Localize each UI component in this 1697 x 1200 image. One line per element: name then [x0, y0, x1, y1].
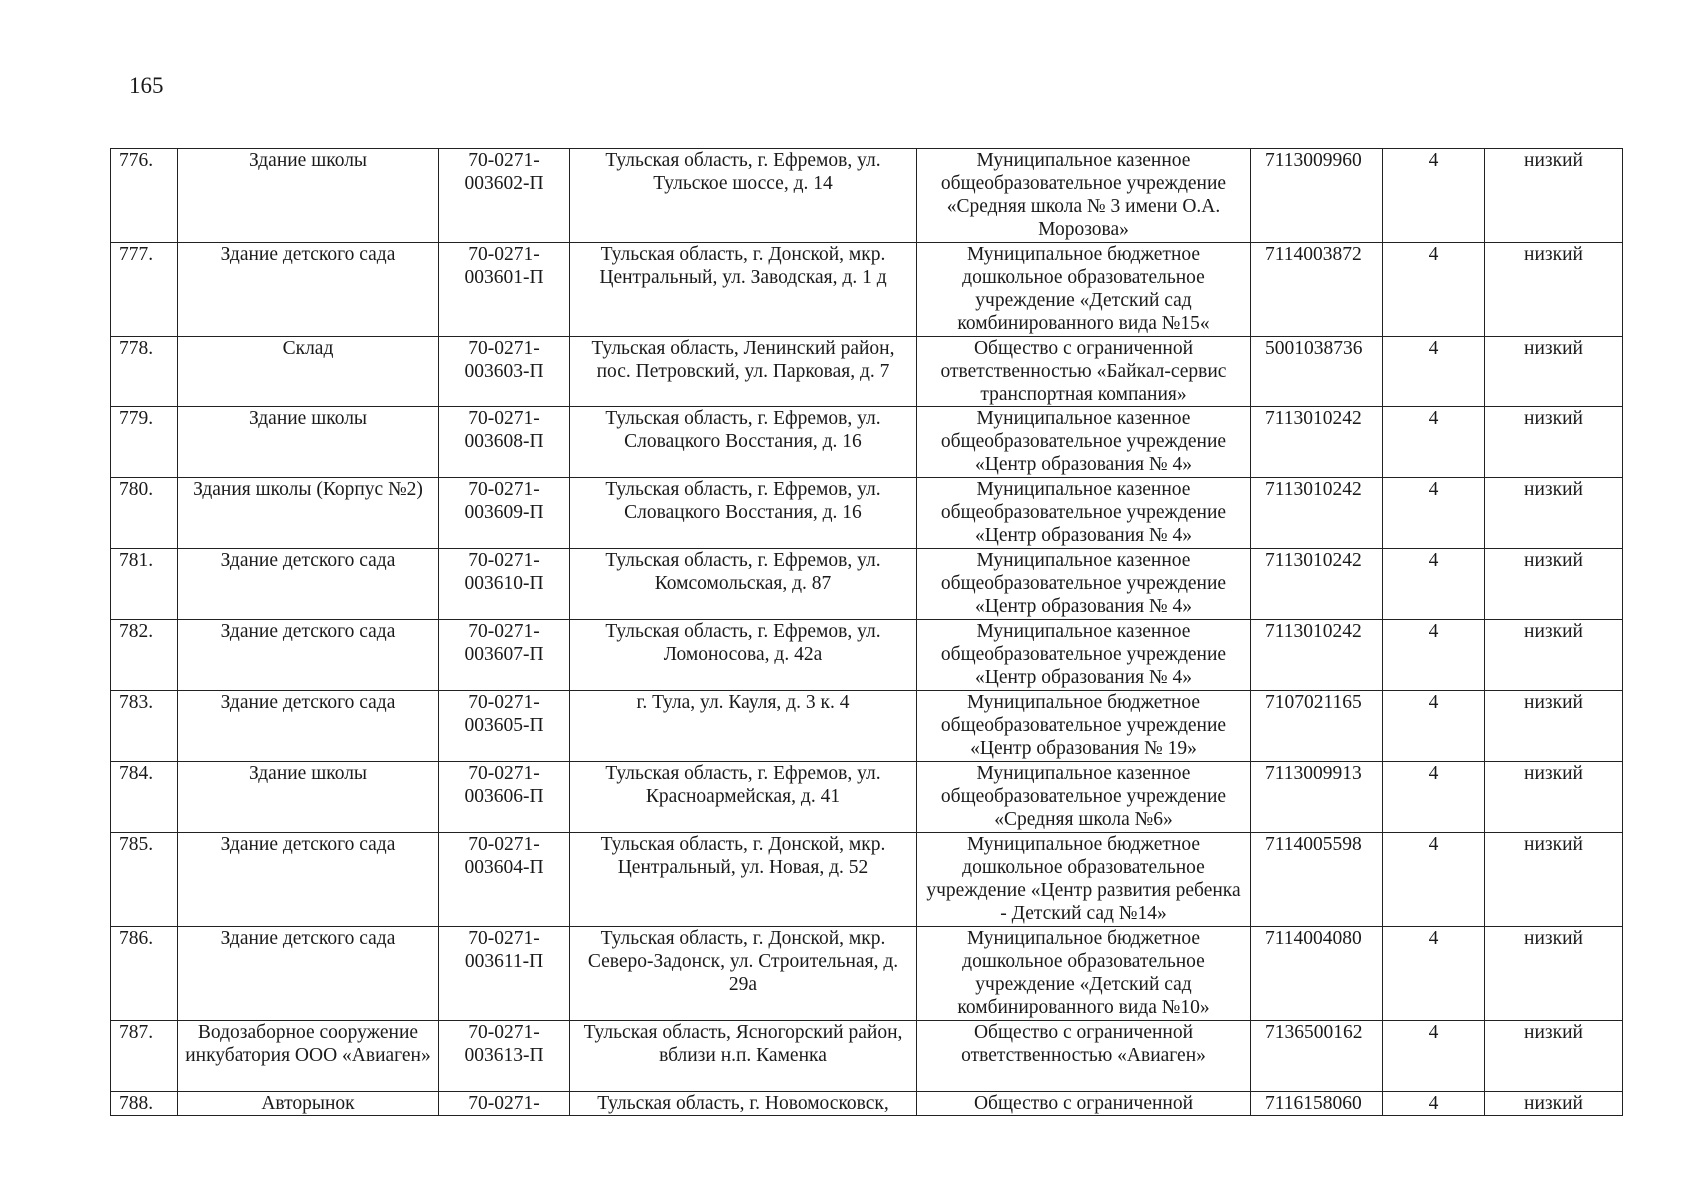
risk-category: 4 [1383, 1092, 1485, 1116]
risk-category: 4 [1383, 620, 1485, 691]
object-address: Тульская область, Ясногорский район, вблизи н.п. Каменка [570, 1021, 917, 1092]
registry-code: 70-0271- 003613-П [439, 1021, 570, 1092]
object-name: Здания школы (Корпус №2) [178, 478, 439, 549]
row-number: 785. [111, 833, 178, 927]
row-number: 784. [111, 762, 178, 833]
risk-category: 4 [1383, 549, 1485, 620]
risk-level: низкий [1485, 407, 1623, 478]
registry-code: 70-0271- 003604-П [439, 833, 570, 927]
organization-name: Муниципальное казенное общеобразовательное учреждение «Центр образования № 4» [917, 407, 1251, 478]
risk-category: 4 [1383, 337, 1485, 407]
page-number: 165 [129, 73, 164, 98]
organization-name: Муниципальное бюджетное общеобразовательное учреждение «Центр образования № 19» [917, 691, 1251, 762]
object-address: Тульская область, г. Донской, мкр. Центральный, ул. Заводская, д. 1 д [570, 243, 917, 337]
object-address: Тульская область, г. Ефремов, ул. Словацкого Восстания, д. 16 [570, 407, 917, 478]
risk-category: 4 [1383, 478, 1485, 549]
table-row [111, 927, 1623, 1021]
row-number: 787. [111, 1021, 178, 1092]
row-number: 780. [111, 478, 178, 549]
table-row [111, 1092, 1623, 1116]
object-name: Здание детского сада [178, 927, 439, 1021]
inn-number: 7116158060 [1251, 1092, 1383, 1116]
object-name: Здание детского сада [178, 549, 439, 620]
organization-name: Муниципальное бюджетное дошкольное образовательное учреждение «Детский сад комбинированного вида №10» [917, 927, 1251, 1021]
object-address: Тульская область, г. Ефремов, ул. Тульское шоссе, д. 14 [570, 149, 917, 243]
inn-number: 7136500162 [1251, 1021, 1383, 1092]
organization-name: Общество с ограниченной ответственностью «Байкал-сервис транспортная компания» [917, 337, 1251, 407]
registry-code: 70-0271- 003603-П [439, 337, 570, 407]
object-address: Тульская область, г. Ефремов, ул. Словацкого Восстания, д. 16 [570, 478, 917, 549]
risk-category: 4 [1383, 762, 1485, 833]
object-address: Тульская область, г. Ефремов, ул. Ломоносова, д. 42а [570, 620, 917, 691]
inn-number: 7113009960 [1251, 149, 1383, 243]
object-name: Склад [178, 337, 439, 407]
object-address: Тульская область, г. Донской, мкр. Северо-Задонск, ул. Строительная, д. 29а [570, 927, 917, 1021]
object-address: Тульская область, г. Ефремов, ул. Комсомольская, д. 87 [570, 549, 917, 620]
object-address: Тульская область, г. Ефремов, ул. Красноармейская, д. 41 [570, 762, 917, 833]
registry-code: 70-0271- 003611-П [439, 927, 570, 1021]
object-name: Здание школы [178, 407, 439, 478]
row-number: 776. [111, 149, 178, 243]
risk-category: 4 [1383, 243, 1485, 337]
inn-number: 7113010242 [1251, 549, 1383, 620]
risk-category: 4 [1383, 407, 1485, 478]
object-address: Тульская область, г. Новомосковск, [570, 1092, 917, 1116]
organization-name: Муниципальное казенное общеобразовательное учреждение «Центр образования № 4» [917, 549, 1251, 620]
risk-category: 4 [1383, 927, 1485, 1021]
risk-level: низкий [1485, 620, 1623, 691]
object-name: Здание детского сада [178, 833, 439, 927]
inn-number: 7114004080 [1251, 927, 1383, 1021]
row-number: 783. [111, 691, 178, 762]
organization-name: Муниципальное бюджетное дошкольное образовательное учреждение «Детский сад комбинированного вида №15« [917, 243, 1251, 337]
risk-level: низкий [1485, 691, 1623, 762]
inn-number: 5001038736 [1251, 337, 1383, 407]
object-name: Здание детского сада [178, 691, 439, 762]
risk-level: низкий [1485, 549, 1623, 620]
table-row [111, 407, 1623, 478]
registry-code: 70-0271- 003608-П [439, 407, 570, 478]
table-row [111, 549, 1623, 620]
risk-category: 4 [1383, 833, 1485, 927]
organization-name: Муниципальное казенное общеобразовательное учреждение «Средняя школа № 3 имени О.А. Морозова» [917, 149, 1251, 243]
organization-name: Муниципальное казенное общеобразовательное учреждение «Центр образования № 4» [917, 620, 1251, 691]
risk-level: низкий [1485, 149, 1623, 243]
organization-name: Общество с ограниченной [917, 1092, 1251, 1116]
row-number: 779. [111, 407, 178, 478]
table-row [111, 337, 1623, 407]
table-row [111, 1021, 1623, 1092]
object-address: Тульская область, Ленинский район, пос. Петровский, ул. Парковая, д. 7 [570, 337, 917, 407]
registry-code: 70-0271- 003609-П [439, 478, 570, 549]
registry-code: 70-0271- 003601-П [439, 243, 570, 337]
registry-table [110, 148, 1623, 1116]
risk-level: низкий [1485, 1021, 1623, 1092]
registry-code: 70-0271- 003610-П [439, 549, 570, 620]
object-name: Здание детского сада [178, 243, 439, 337]
risk-category: 4 [1383, 1021, 1485, 1092]
organization-name: Муниципальное казенное общеобразовательное учреждение «Средняя школа №6» [917, 762, 1251, 833]
registry-code: 70-0271- 003602-П [439, 149, 570, 243]
risk-category: 4 [1383, 691, 1485, 762]
registry-code: 70-0271- 003606-П [439, 762, 570, 833]
inn-number: 7114005598 [1251, 833, 1383, 927]
registry-code: 70-0271- 003605-П [439, 691, 570, 762]
table-row [111, 691, 1623, 762]
object-name: Водозаборное сооружение инкубатория ООО «Авиаген» [178, 1021, 439, 1092]
row-number: 777. [111, 243, 178, 337]
registry-body [111, 149, 1623, 1116]
organization-name: Муниципальное казенное общеобразовательное учреждение «Центр образования № 4» [917, 478, 1251, 549]
object-name: Здание школы [178, 762, 439, 833]
table-row [111, 762, 1623, 833]
inn-number: 7114003872 [1251, 243, 1383, 337]
registry-code: 70-0271- [439, 1092, 570, 1116]
risk-level: низкий [1485, 243, 1623, 337]
risk-level: низкий [1485, 337, 1623, 407]
object-name: Авторынок [178, 1092, 439, 1116]
object-address: Тульская область, г. Донской, мкр. Центральный, ул. Новая, д. 52 [570, 833, 917, 927]
table-row [111, 478, 1623, 549]
object-address: г. Тула, ул. Кауля, д. 3 к. 4 [570, 691, 917, 762]
inn-number: 7113010242 [1251, 407, 1383, 478]
row-number: 778. [111, 337, 178, 407]
inn-number: 7113010242 [1251, 620, 1383, 691]
risk-level: низкий [1485, 478, 1623, 549]
risk-category: 4 [1383, 149, 1485, 243]
row-number: 782. [111, 620, 178, 691]
risk-level: низкий [1485, 833, 1623, 927]
risk-level: низкий [1485, 1092, 1623, 1116]
registry-code: 70-0271- 003607-П [439, 620, 570, 691]
inn-number: 7107021165 [1251, 691, 1383, 762]
risk-level: низкий [1485, 927, 1623, 1021]
inn-number: 7113010242 [1251, 478, 1383, 549]
table-row [111, 833, 1623, 927]
row-number: 781. [111, 549, 178, 620]
row-number: 786. [111, 927, 178, 1021]
organization-name: Общество с ограниченной ответственностью «Авиаген» [917, 1021, 1251, 1092]
table-row [111, 620, 1623, 691]
table-row [111, 149, 1623, 243]
table-row [111, 243, 1623, 337]
organization-name: Муниципальное бюджетное дошкольное образовательное учреждение «Центр развития ребенка - Детский сад №14» [917, 833, 1251, 927]
inn-number: 7113009913 [1251, 762, 1383, 833]
row-number: 788. [111, 1092, 178, 1116]
object-name: Здание детского сада [178, 620, 439, 691]
risk-level: низкий [1485, 762, 1623, 833]
object-name: Здание школы [178, 149, 439, 243]
